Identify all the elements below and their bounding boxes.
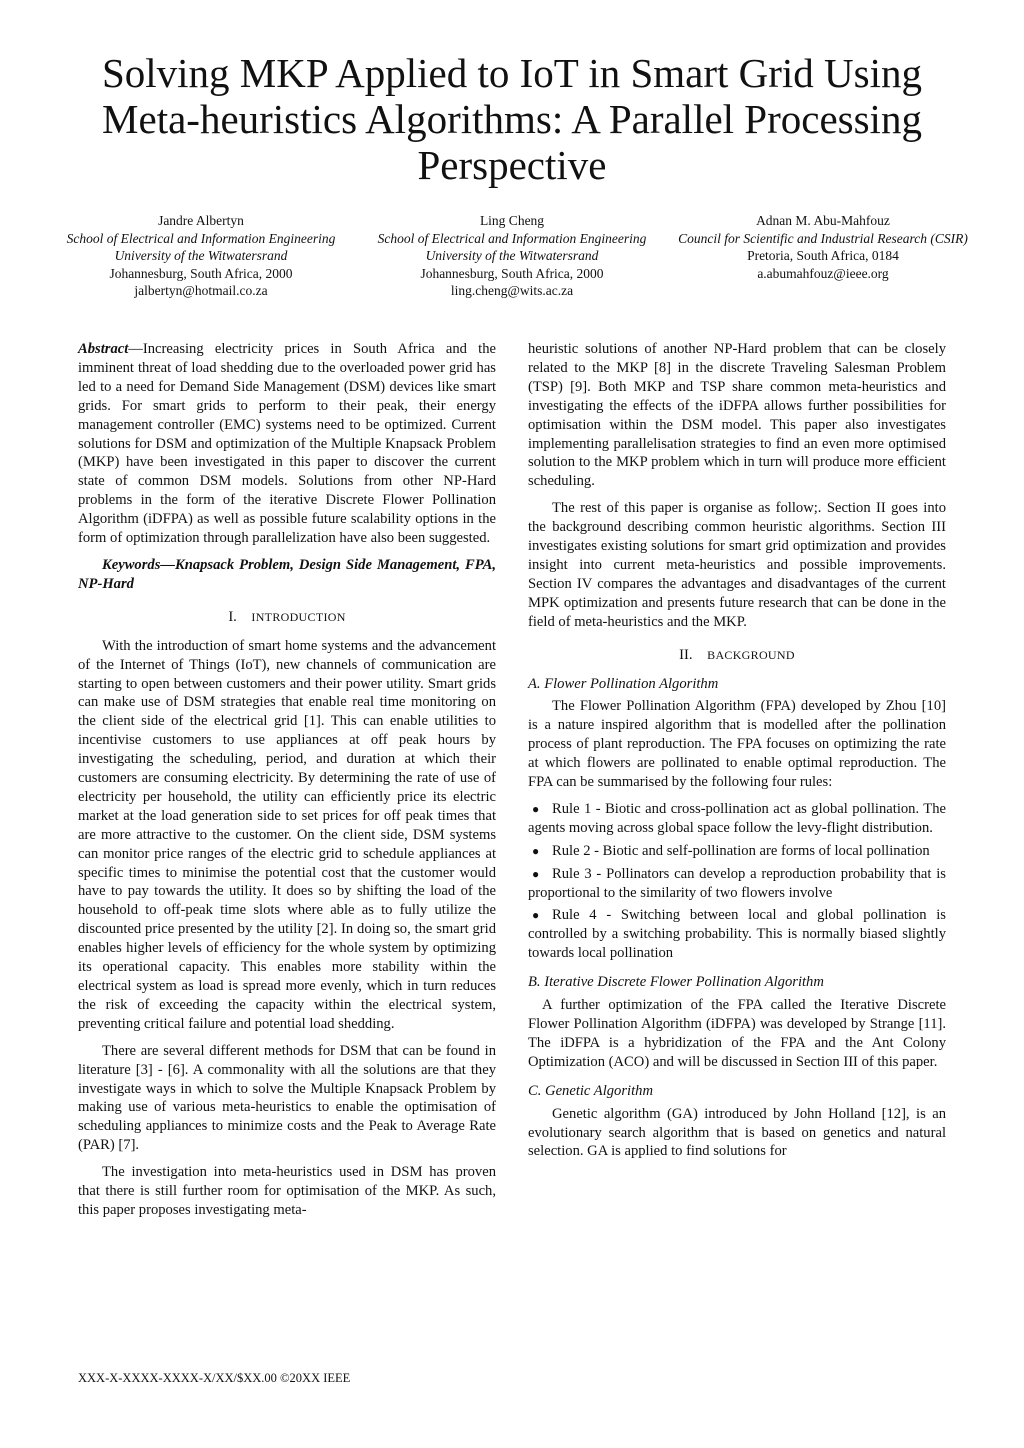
rule-text: Rule 3 - Pollinators can develop a reproduction probability that is proportional to the similarity of two flowers involve: [528, 865, 946, 901]
abstract-text: —Increasing electricity prices in South Africa and the imminent threat of load shedding due to the overloaded power grid has led to a need for Demand Side Management (DSM) devices like smart grids. For smart grids to perform to their peak, their energy management controller (EMC) systems need to be optimized. Current solutions for DSM and optimization of the Multiple Knapsack Problem (MKP) have been investigated in this paper to discover the current state of common DSM models. Solutions from other NP-Hard problems in the form of the iterative Discrete Flower Pollination Algorithm (iDFPA) as well as possible future scalability options in the form of optimization through parallelization have also been suggested.: [78, 341, 496, 547]
intro-paragraph-3-continued: heuristic solutions of another NP-Hard problem that can be closely related to the MKP [8] in the discrete Traveling Salesman Problem (TSP) [9]. Both MKP and TSP share common meta-heuristics and investigating the effects of the iDFPA allows further possibilities for optimisation within the DSM model. This paper also investigates implementing parallelisation strategies to find an even more optimised solution to the MKP problem which in turn will produce more efficient scheduling.: [528, 341, 946, 490]
intro-paragraph-3: The investigation into meta-heuristics used in DSM has proven that there is still further room for optimisation of the MKP. As such, this paper proposes investigating meta-: [78, 1164, 496, 1218]
paper-title: Solving MKP Applied to IoT in Smart Grid Using Meta-heuristics Algorithms: A Parallel Processing Perspective: [101, 50, 923, 188]
rule-text: Rule 2 - Biotic and self-pollination are forms of local pollination: [552, 842, 930, 859]
author-name: Ling Cheng: [479, 213, 545, 228]
section-title: INTRODUCTION: [251, 609, 346, 624]
rule-item: [528, 865, 946, 903]
idfpa-paragraph: A further optimization of the FPA called the Iterative Discrete Flower Pollination Algorithm (iDFPA) was developed by Strange [11]. The iDFPA is a hybridization of the FPA and the Ant Colony Optimization (ACO) and will be discussed in Section III of this paper.: [528, 997, 946, 1070]
bullet-icon: ●: [532, 908, 540, 923]
subsection-heading-idfpa: B. Iterative Discrete Flower Pollination Algorithm: [528, 974, 824, 991]
section-number: II.: [679, 646, 693, 663]
bullet-icon: ●: [532, 866, 540, 881]
author-name: Adnan M. Abu-Mahfouz: [756, 213, 890, 228]
rule-text: Rule 1 - Biotic and cross-pollination act as global pollination. The agents moving across global space follow the levy-flight distribution.: [528, 800, 946, 836]
section-title: BACKGROUND: [707, 647, 795, 662]
rule-item: [528, 842, 946, 861]
author-location: Johannesburg, South Africa, 2000: [420, 265, 604, 281]
subsection-heading-fpa: A. Flower Pollination Algorithm: [528, 675, 719, 692]
abstract-label: Abstract: [78, 341, 129, 357]
ga-paragraph: Genetic algorithm (GA) introduced by John Holland [12], is an evolutionary search algorithm that is based on genetics and natural selection. GA is applied to find solutions for: [528, 1105, 946, 1160]
left-column: [78, 340, 496, 1228]
rule-item: [528, 800, 946, 838]
right-column: [528, 340, 946, 1169]
author-3: [673, 212, 973, 282]
intro-paragraph-4: The rest of this paper is organise as follow;. Section II goes into the background describing common heuristic algorithms. Section III investigates existing solutions for smart grid optimization and provides insight into current meta-heuristics and possible improvements. Section IV compares the advantages and disadvantages of the current MPK optimization and presents future research that can be done in the field of meta-heuristics and the MKP.: [528, 500, 946, 630]
author-dept: Council for Scientific and Industrial Research (CSIR): [678, 230, 968, 246]
author-1: [51, 212, 351, 300]
author-location: Pretoria, South Africa, 0184: [747, 248, 899, 264]
author-dept: School of Electrical and Information Engineering: [377, 230, 647, 246]
keywords: Keywords—Knapsack Problem, Design Side Management, FPA, NP-Hard: [78, 556, 496, 592]
copyright-footer: XXX-X-XXXX-XXXX-X/XX/$XX.00 ©20XX IEEE: [78, 1371, 351, 1385]
author-email: ling.cheng@wits.ac.za: [450, 283, 574, 299]
author-name: Jandre Albertyn: [158, 213, 244, 228]
author-location: Johannesburg, South Africa, 2000: [109, 265, 293, 281]
author-univ: University of the Witwatersrand: [114, 248, 288, 264]
bullet-icon: ●: [532, 801, 540, 816]
author-email: jalbertyn@hotmail.co.za: [134, 283, 268, 299]
author-univ: University of the Witwatersrand: [425, 248, 599, 264]
fpa-paragraph: The Flower Pollination Algorithm (FPA) developed by Zhou [10] is a nature inspired algorithm that is modelled after the pollination process of plant reproduction. The FPA focuses on optimizing the rate at which flowers are pollinated to enable optimal reproduction. The FPA can be summarised by the following four rules:: [528, 698, 946, 791]
author-2: [362, 212, 662, 300]
abstract: [78, 340, 496, 548]
intro-paragraph-1: With the introduction of smart home systems and the advancement of the Internet of Things (IoT), new channels of communication are starting to open between customers and their power utility. Smart grids can make use of DSM strategies that enable real time monitoring on the client side of the electrical grid [1]. This can enable utilities to incentivise customers to use appliances at off peak hours by investigating the scheduling, period, and duration at which their customers are consuming electricity. By determining the rate of use of electricity per household, the utility can efficiently price its electric market at the load generation side to set prices for off peak times that are more attractive to the customer. On the client side, DSM systems can monitor price ranges of the electric grid to schedule appliances at specific times to minimise the potential cost that the customer would have to pay towards the utility. It does so by shifting the load of the household to off-peak time slots where able as to fully utilize the discounted price presented by the utility [2]. In doing so, the smart grid enables higher levels of efficiency for the whole system by optimizing its operational capacity. This enables more stability within the electrical system as load is spread more evenly, which in turn reduces the risk of exceeding the capacity within the electrical system, preventing critical failure and potential load shedding.: [78, 637, 496, 1032]
subsection-heading-ga: C. Genetic Algorithm: [528, 1082, 653, 1099]
section-number: I.: [228, 608, 237, 625]
bullet-icon: ●: [532, 843, 540, 858]
rule-text: Rule 4 - Switching between local and global pollination is controlled by a switching probability. This is normally biased slightly towards local pollination: [528, 907, 946, 962]
section-heading-introduction: [78, 608, 496, 627]
section-heading-background: [528, 646, 946, 665]
rule-item: [528, 906, 946, 963]
intro-paragraph-2: There are several different methods for DSM that can be found in literature [3] - [6]. A commonality with all the solutions are that they investigate ways in which to solve the Multiple Knapsack Problem by making use of various meta-heuristics to enable the optimisation of scheduling appliances to minimize costs and the Peak to Average Rate (PAR) [7].: [78, 1042, 496, 1154]
author-dept: School of Electrical and Information Engineering: [66, 230, 336, 246]
author-email: a.abumahfouz@ieee.org: [757, 265, 889, 281]
